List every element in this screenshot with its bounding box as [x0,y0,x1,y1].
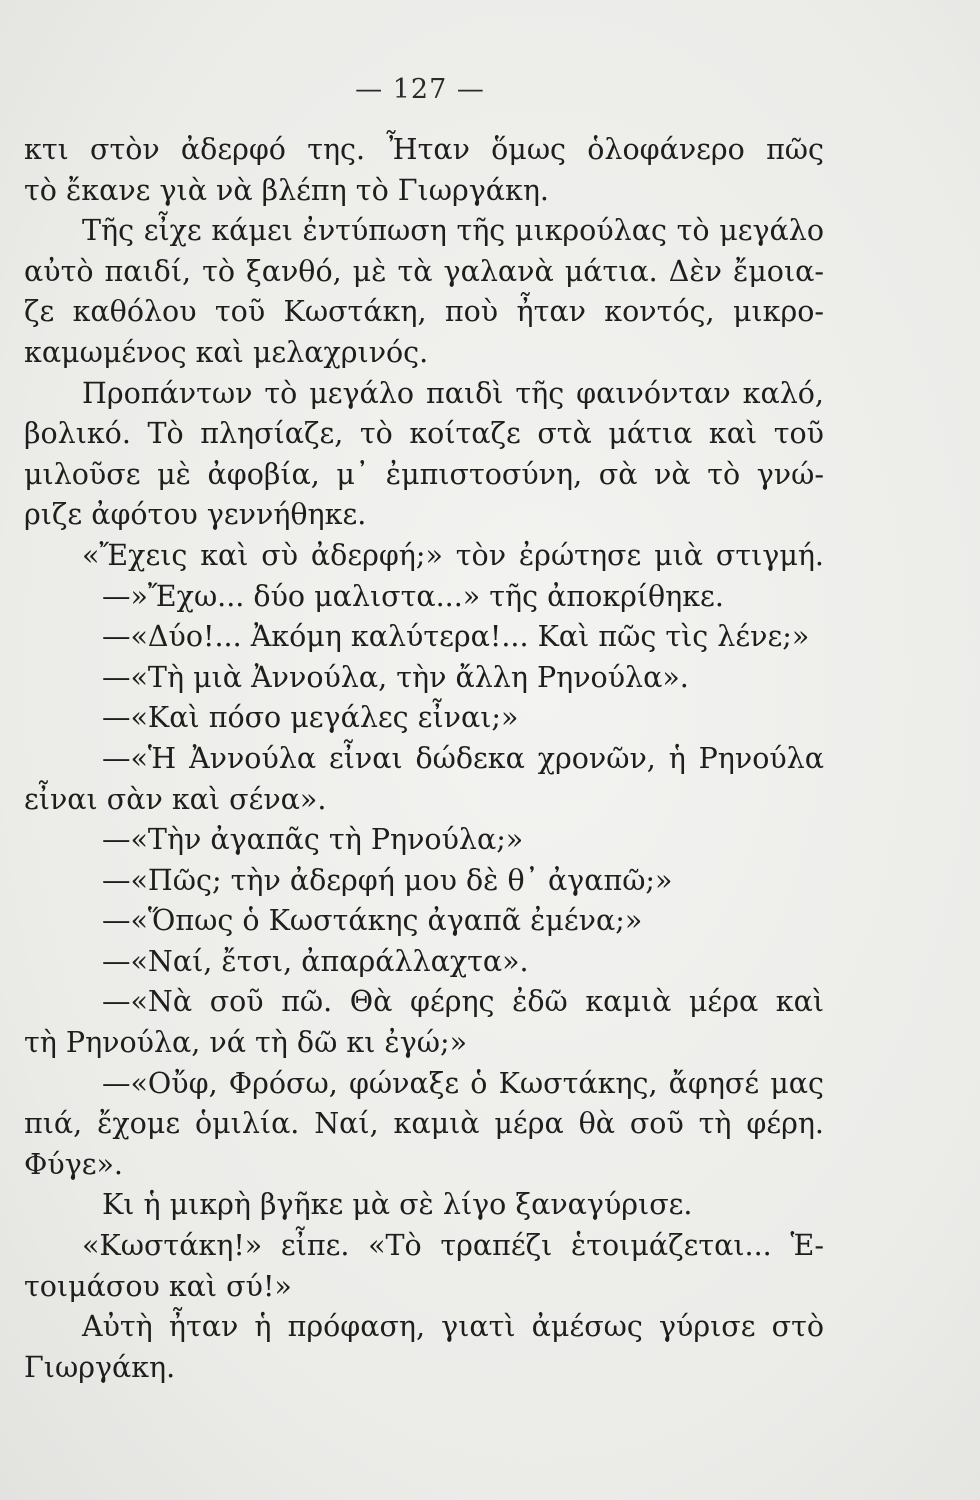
text-line: —«Τὴ μιὰ Ἀννούλα, τὴν ἄλλη Ρηνούλα». [102,660,689,694]
text-line: τοιμάσου καὶ σύ!» [24,1269,292,1303]
text-line: τὴ Ρηνούλα, νά τὴ δῶ κι ἐγώ;» [24,1026,468,1060]
text-line: —«Καὶ πόσο μεγάλες εἶναι;» [102,701,519,735]
text-line: αὐτὸ παιδί, τὸ ξανθό, μὲ τὰ γαλανὰ μάτια. Δὲν ἔμοια- [24,254,824,288]
text-line: —«Τὴν ἀγαπᾶς τὴ Ρηνούλα;» [102,823,524,857]
text-line: —»Ἔχω... δύο μαλιστα...» τῆς ἀποκρίθηκε. [102,579,724,613]
text-line: —«Ἡ Ἀννούλα εἶναι δώδεκα χρονῶν, ἡ Ρηνούλα [102,741,824,775]
text-line: ζε καθόλου τοῦ Κωστάκη, ποὺ ἦταν κοντός, μικρο- [24,295,824,329]
text-line: «Ἔχεις καὶ σὺ ἀδερφή;» τὸν ἐρώτησε μιὰ στιγμή. [82,538,824,572]
text-line: «Κωστάκη!» εἶπε. «Τὸ τραπέζι ἑτοιμάζεται... Ἑ- [82,1229,824,1263]
text-line: εἶναι σὰν καὶ σένα». [24,782,327,816]
text-line: —«Πῶς; τὴν ἀδερφή μου δὲ θ᾽ ἀγαπῶ;» [102,863,673,897]
text-line: Αὐτὴ ἦταν ἡ πρόφαση, γιατὶ ἀμέσως γύρισε στὸ [82,1310,824,1344]
text-line: —«Δύο!... Ἀκόμη καλύτερα!... Καὶ πῶς τὶς λένε;» [102,620,810,654]
text-line: Φύγε». [24,1147,123,1181]
text-line: —«Νὰ σοῦ πῶ. Θὰ φέρης ἐδῶ καμιὰ μέρα καὶ [102,985,824,1019]
text-line: κτι στὸν ἀδερφό της. Ἦταν ὅμως ὁλοφάνερο πῶς [24,133,824,166]
text-line: τὸ ἔκανε γιὰ νὰ βλέπη τὸ Γιωργάκη. [24,173,549,207]
page-number: — 127 — [355,74,485,105]
text-line: πιά, ἔχομε ὁμιλία. Ναί, καμιὰ μέρα θὰ σοῦ τὴ φέρη. [24,1107,824,1141]
text-line: Τῆς εἶχε κάμει ἐντύπωση τῆς μικρούλας τὸ μεγάλο [82,214,824,248]
text-line: Προπάντων τὸ μεγάλο παιδὶ τῆς φαινόνταν καλό, [82,376,824,410]
body-text [24,130,824,1388]
text-line: ριζε ἀφότου γεννήθηκε. [24,498,367,532]
text-line: Κι ἡ μικρὴ βγῆκε μὰ σὲ λίγο ξαναγύρισε. [102,1188,693,1222]
text-line: —«Ὅπως ὁ Κωστάκης ἀγαπᾶ ἐμένα;» [102,904,643,938]
text-line: βολικό. Τὸ πλησίαζε, τὸ κοίταζε στὰ μάτια καὶ τοῦ [24,417,824,451]
text-line: μιλοῦσε μὲ ἀφοβία, μ᾽ ἐμπιστοσύνη, σὰ νὰ τὸ γνώ- [24,457,824,491]
text-line: Γιωργάκη. [24,1350,176,1384]
text-line: —«Οὔφ, Φρόσω, φώναξε ὁ Κωστάκης, ἄφησέ μας [102,1066,824,1100]
text-line: —«Ναί, ἔτσι, ἀπαράλλαχτα». [102,944,529,978]
text-line: καμωμένος καὶ μελαχρινός. [24,335,429,369]
